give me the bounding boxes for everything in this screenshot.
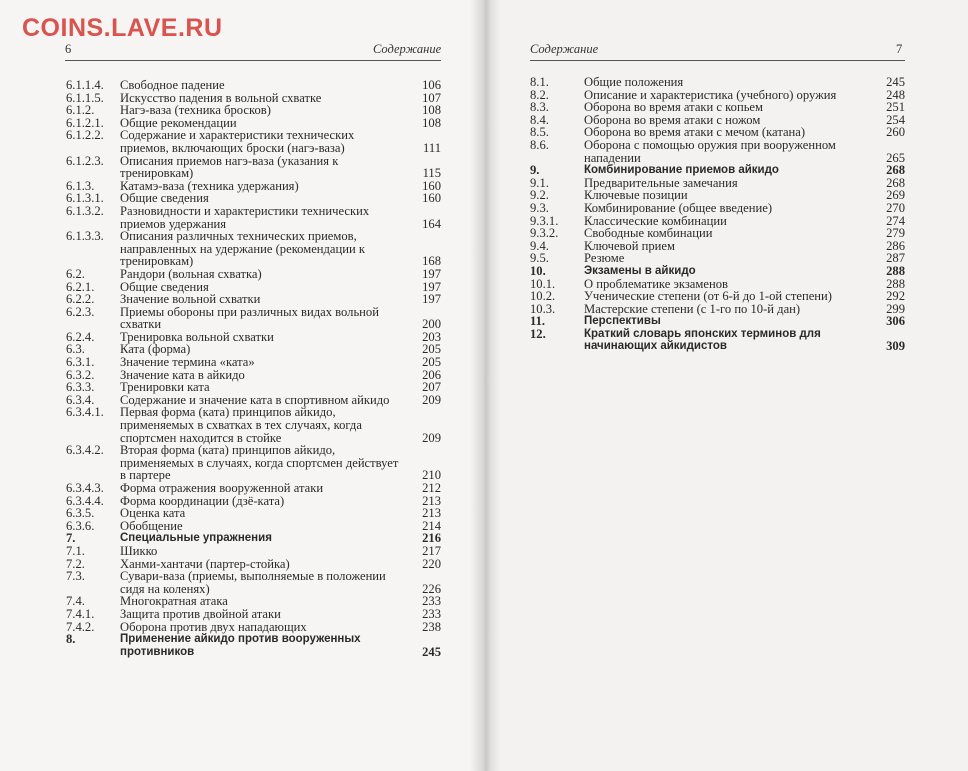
toc-entry [66, 381, 441, 394]
toc-entry-page: 274 [886, 213, 905, 228]
toc-entry-page: 306 [886, 314, 905, 329]
toc-entry-page: 214 [422, 518, 441, 533]
toc-entry-page: 251 [886, 100, 905, 115]
toc-entry-title: Ученические степени (от 6-й до 1-ой степени) [584, 289, 832, 304]
toc-entry [66, 633, 441, 658]
toc-entry-number: 10.2. [530, 289, 556, 304]
toc-entry-page: 203 [422, 329, 441, 344]
toc-entry-title: Тренировки ката [120, 380, 210, 395]
toc-entry-number: 8. [66, 632, 76, 647]
toc-entry-page: 106 [422, 78, 441, 92]
toc-entry [530, 328, 905, 353]
toc-entry-page: 205 [422, 355, 441, 370]
toc-entry-page: 108 [422, 115, 441, 130]
toc-entry-number: 6.3.4.3. [66, 481, 104, 495]
toc-entry-title: О проблематике экзаменов [584, 276, 728, 291]
toc-entry-number: 6.3.3. [66, 380, 95, 395]
toc-entry [66, 306, 441, 331]
toc-entry-number: 6.1.2.3. [66, 153, 104, 168]
toc-entry-page: 279 [886, 226, 905, 241]
book-gutter [470, 0, 500, 771]
toc-entry-page: 207 [422, 380, 441, 395]
toc-entry-number: 10.1. [530, 276, 556, 291]
toc-entry-page: 286 [886, 238, 905, 253]
toc-entry-title: Оценка ката [120, 506, 186, 521]
toc-entry-page: 269 [886, 188, 905, 203]
toc-entry-title: Описание и характеристика (учебного) оружия [584, 87, 837, 102]
toc-entry-title: Общие сведения [120, 191, 209, 206]
toc-entry-page: 309 [886, 339, 905, 354]
toc-entry-title: Первая форма (ката) принципов айкидо, применяемых в схватках в тех случаях, когда спортсмен находится в стойке [120, 405, 362, 445]
toc-entry [530, 227, 905, 240]
toc-entry-title: Многократная атака [120, 594, 228, 609]
toc-entry [530, 303, 905, 316]
toc-entry-page: 209 [422, 392, 441, 407]
toc-entry-number: 9.2. [530, 188, 549, 203]
toc-entry [66, 406, 441, 444]
right-page-number: 7 [896, 42, 903, 56]
toc-entry-number: 9.5. [530, 251, 549, 266]
left-page-number: 6 [65, 42, 72, 56]
toc-entry-number: 8.1. [530, 75, 549, 89]
toc-entry-page: 197 [422, 266, 441, 281]
toc-entry-number: 6.2.3. [66, 304, 95, 319]
toc-entry [66, 205, 441, 230]
toc-entry-page: 248 [886, 87, 905, 102]
toc-entry-title: Содержание и значение ката в спортивном айкидо [120, 392, 390, 407]
toc-entry-title: Применение айкидо против вооруженных противников [120, 633, 361, 658]
toc-entry-title: Искусство падения в вольной схватке [120, 90, 322, 105]
toc-entry-number: 6.1.3.3. [66, 229, 104, 244]
toc-entry-title: Содержание и характеристики технических приемов, включающих броски (нагэ-ваза) [120, 128, 355, 155]
toc-entry-page: 115 [422, 166, 441, 181]
toc-entry-title: Тренировка вольной схватки [120, 329, 274, 344]
toc-entry-page: 205 [422, 342, 441, 357]
toc-entry-number: 6.3.4. [66, 392, 95, 407]
toc-entry-title: Шикко [120, 543, 158, 558]
toc-entry-number: 6.3.2. [66, 367, 95, 382]
toc-entry-title: Вторая форма (ката) принципов айкидо, применяемых в случаях, когда спортсмен действует в партере [120, 443, 399, 483]
toc-entry [66, 356, 441, 369]
toc-entry-number: 6.3. [66, 342, 85, 357]
toc-entry-number: 6.2.2. [66, 292, 95, 307]
toc-entry-number: 9.3.1. [530, 213, 559, 228]
toc-entry-title: Общие положения [584, 75, 684, 89]
toc-entry [530, 265, 905, 278]
toc-entry [66, 293, 441, 306]
toc-entry-page: 268 [886, 163, 905, 178]
toc-entry-page: 217 [422, 543, 441, 558]
right-header-rule [530, 60, 905, 61]
toc-entry-title: Описания различных технических приемов, направленных на удержание (рекомендации к тренировкам) [120, 229, 366, 269]
toc-entry-page: 292 [886, 289, 905, 304]
toc-entry-page: 233 [422, 594, 441, 609]
toc-entry-number: 6.3.4.1. [66, 405, 104, 420]
toc-entry-page: 287 [886, 251, 905, 266]
toc-entry [530, 76, 905, 89]
toc-entry-page: 270 [886, 200, 905, 215]
toc-entry [66, 482, 441, 495]
toc-entry-number: 7.4.2. [66, 619, 95, 634]
toc-entry-title: Обобщение [120, 518, 183, 533]
toc-entry-title: Значение ката в айкидо [120, 367, 245, 382]
toc-entry [530, 101, 905, 114]
toc-entry-title: Сувари-ваза (приемы, выполняемые в положении сидя на коленях) [120, 569, 386, 596]
toc-entry [66, 570, 441, 595]
toc-entry-page: 197 [422, 279, 441, 294]
toc-entry-number: 6.1.2.1. [66, 115, 104, 130]
toc-entry-page: 245 [886, 75, 905, 89]
toc-entry-page: 206 [422, 367, 441, 382]
toc-entry-title: Экзамены в айкидо [584, 264, 696, 277]
toc-entry-title: Ханми-хантачи (партер-стойка) [120, 556, 290, 571]
toc-entry [530, 164, 905, 177]
toc-entry-number: 9. [530, 163, 540, 178]
toc-entry-number: 12. [530, 326, 546, 341]
toc-entry-title: Форма отражения вооруженной атаки [120, 481, 324, 495]
toc-entry [530, 139, 905, 164]
toc-entry-title: Значение вольной схватки [120, 292, 261, 307]
toc-entry-title: Приемы обороны при различных видах вольной схватки [120, 304, 379, 332]
toc-entry-title: Классические комбинации [584, 213, 727, 228]
toc-entry-title: Ключевые позиции [584, 188, 688, 203]
toc-entry-page: 254 [886, 112, 905, 127]
toc-entry-title: Ключевой прием [584, 238, 675, 253]
toc-entry-number: 7.3. [66, 569, 85, 584]
toc-entry [66, 79, 441, 92]
toc-entry [66, 155, 441, 180]
toc-entry-page: 245 [422, 644, 441, 659]
toc-entry-title: Оборона против двух нападающих [120, 619, 307, 634]
toc-entry [66, 129, 441, 154]
toc-entry-number: 9.4. [530, 238, 549, 253]
toc-entry-title: Оборона с помощью оружия при вооруженном нападении [584, 137, 836, 165]
toc-entry-title: Краткий словарь японских терминов для начинающих айкидистов [584, 327, 821, 353]
toc-entry-title: Свободное падение [120, 78, 225, 92]
toc-entry-number: 6.1.2.2. [66, 128, 104, 143]
toc-entry-number: 6.1.3.1. [66, 191, 104, 206]
toc-entry-title: Мастерские степени (с 1-го по 10-й дан) [584, 301, 801, 316]
toc-entry-title: Значение термина «ката» [120, 355, 255, 370]
toc-entry [530, 252, 905, 265]
toc-entry-page: 226 [422, 581, 441, 596]
toc-entry-page: 107 [422, 90, 441, 105]
toc-entry-number: 6.1.2. [66, 103, 95, 118]
toc-entry-number: 9.3. [530, 200, 549, 215]
toc-entry-page: 111 [423, 140, 441, 155]
toc-entry-number: 7.4.1. [66, 606, 95, 621]
toc-entry [66, 608, 441, 621]
toc-entry [66, 621, 441, 634]
toc-entry-title: Предварительные замечания [584, 175, 738, 190]
left-header-rule [65, 60, 441, 61]
toc-entry-number: 6.1.1.5. [66, 90, 104, 105]
right-toc [530, 76, 905, 353]
toc-entry-page: 268 [886, 175, 905, 190]
toc-entry-number: 6.2.1. [66, 279, 95, 294]
toc-entry [66, 520, 441, 533]
toc-entry [530, 290, 905, 303]
toc-entry [530, 315, 905, 328]
toc-entry-page: 213 [422, 493, 441, 508]
toc-entry-title: Оборона во время атаки с мечом (катана) [584, 125, 806, 140]
toc-entry-number: 8.2. [530, 87, 549, 102]
toc-entry-title: Общие сведения [120, 279, 209, 294]
toc-entry-title: Резюме [584, 251, 625, 266]
toc-entry-number: 7.1. [66, 543, 85, 558]
toc-entry [66, 444, 441, 482]
toc-entry-page: 216 [422, 531, 441, 546]
toc-entry [66, 230, 441, 268]
toc-entry-number: 7. [66, 531, 76, 546]
left-toc [66, 79, 441, 658]
toc-entry-page: 209 [422, 430, 441, 445]
toc-entry-number: 6.2. [66, 266, 85, 281]
toc-entry-title: Общие рекомендации [120, 115, 237, 130]
toc-entry-number: 10.3. [530, 301, 556, 316]
toc-entry [66, 507, 441, 520]
toc-entry-title: Специальные упражнения [120, 532, 272, 545]
toc-entry-title: Оборона во время атаки с ножом [584, 112, 761, 127]
toc-entry-number: 8.3. [530, 100, 549, 115]
toc-entry-page: 260 [886, 125, 905, 140]
toc-entry-number: 6.3.4.2. [66, 443, 104, 458]
toc-entry-title: Перспективы [584, 315, 661, 328]
toc-entry-page: 213 [422, 506, 441, 521]
toc-entry-number: 8.5. [530, 125, 549, 140]
toc-entry-page: 200 [422, 317, 441, 332]
toc-entry-page: 265 [886, 150, 905, 165]
toc-entry-page: 168 [422, 254, 441, 269]
toc-entry-title: Оборона во время атаки с копьем [584, 100, 763, 115]
left-running-head: Содержание [373, 42, 442, 56]
toc-entry-number: 11. [530, 314, 546, 329]
toc-entry-number: 6.1.3.2. [66, 203, 104, 218]
toc-entry-title: Разновидности и характеристики технических приемов удержания [120, 203, 370, 231]
toc-entry-number: 9.1. [530, 175, 549, 190]
toc-entry-title: Катамэ-ваза (техника удержания) [120, 178, 299, 193]
toc-entry-number: 8.6. [530, 137, 549, 152]
toc-entry [530, 202, 905, 215]
toc-entry [66, 104, 441, 117]
watermark: COINS.LAVE.RU [22, 14, 223, 42]
toc-entry-title: Форма координации (дзё-ката) [120, 493, 285, 508]
toc-entry-page: 288 [886, 276, 905, 291]
toc-entry-page: 233 [422, 606, 441, 621]
toc-entry [66, 268, 441, 281]
toc-entry-page: 299 [886, 301, 905, 316]
toc-entry-title: Свободные комбинации [584, 226, 713, 241]
toc-entry-title: Ката (форма) [120, 342, 191, 357]
toc-entry-number: 10. [530, 263, 546, 278]
toc-entry-number: 7.4. [66, 594, 85, 609]
toc-entry-number: 9.3.2. [530, 226, 559, 241]
toc-entry-number: 6.3.6. [66, 518, 95, 533]
toc-entry-title: Описания приемов нагэ-ваза (указания к тренировкам) [120, 153, 339, 181]
toc-entry-number: 6.1.3. [66, 178, 95, 193]
toc-entry-title: Комбинирование приемов айкидо [584, 164, 779, 177]
toc-entry-page: 164 [422, 216, 441, 231]
toc-entry-page: 238 [422, 619, 441, 634]
toc-entry-title: Защита против двойной атаки [120, 606, 281, 621]
right-running-head: Содержание [530, 42, 599, 56]
toc-entry-number: 6.3.4.4. [66, 493, 104, 508]
toc-entry-number: 8.4. [530, 112, 549, 127]
toc-entry-number: 6.3.5. [66, 506, 95, 521]
toc-entry-page: 160 [422, 191, 441, 206]
toc-entry [66, 545, 441, 558]
toc-entry-page: 197 [422, 292, 441, 307]
toc-entry-page: 288 [886, 263, 905, 278]
toc-entry-page: 160 [422, 178, 441, 193]
toc-entry-number: 7.2. [66, 556, 85, 571]
toc-entry-page: 210 [422, 468, 441, 483]
toc-entry-number: 6.3.1. [66, 355, 95, 370]
toc-entry-title: Нагэ-ваза (техника бросков) [120, 103, 271, 118]
toc-entry-number: 6.1.1.4. [66, 78, 104, 92]
toc-entry-page: 108 [422, 103, 441, 118]
toc-entry-page: 220 [422, 556, 441, 571]
toc-entry-number: 6.2.4. [66, 329, 95, 344]
toc-entry-title: Рандори (вольная схватка) [120, 266, 262, 281]
toc-entry-title: Комбинирование (общее введение) [584, 200, 773, 215]
toc-entry-page: 212 [422, 481, 441, 495]
